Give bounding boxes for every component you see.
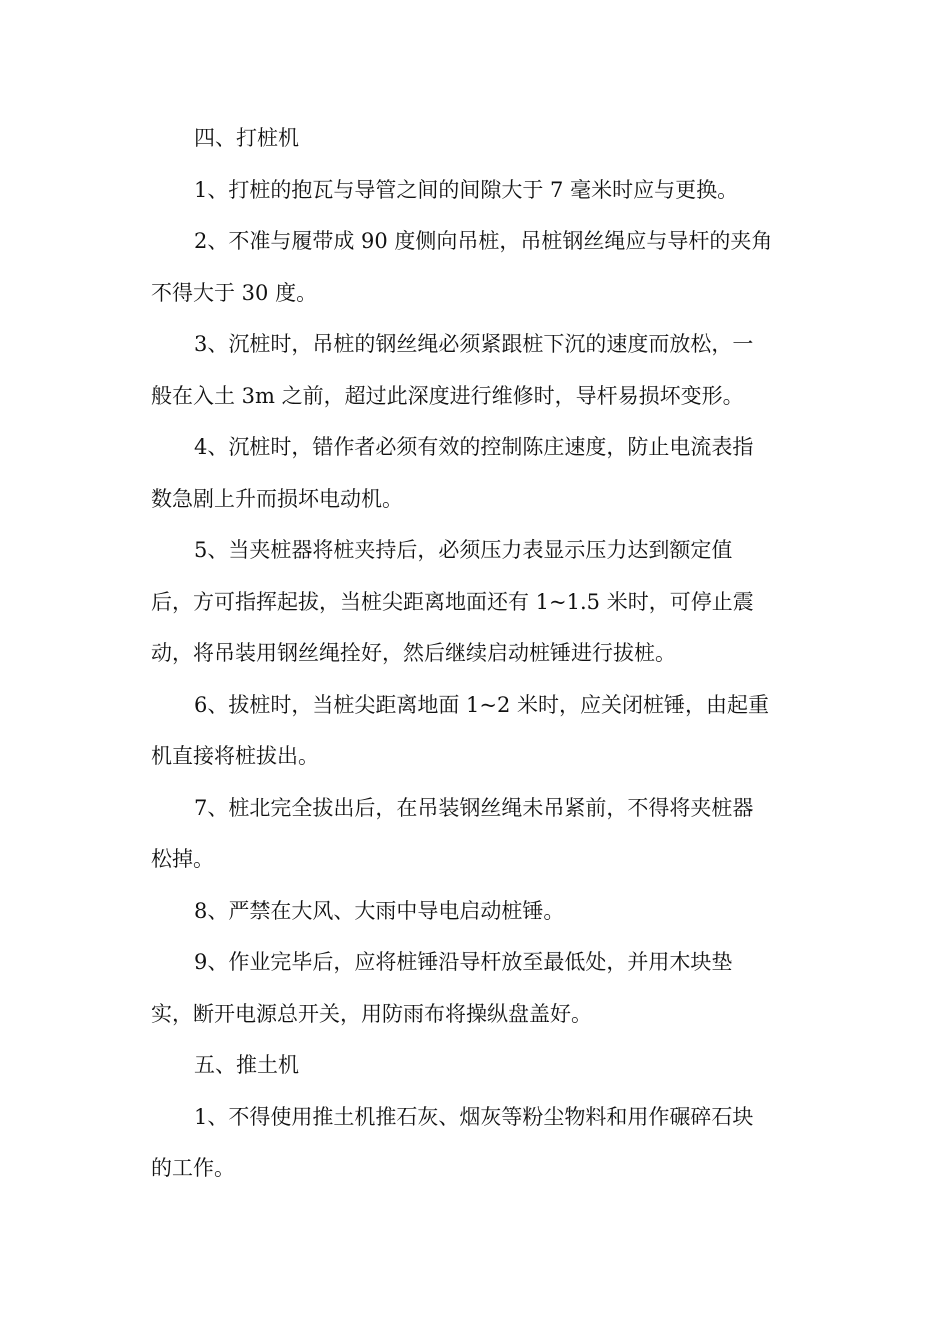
section-heading: 五、推土机 bbox=[194, 1053, 299, 1077]
paragraph-line: 4、沉桩时，错作者必须有效的控制陈庄速度，防止电流表指 bbox=[194, 435, 754, 459]
paragraph-line: 3、沉桩时，吊桩的钢丝绳必须紧跟桩下沉的速度而放松，一 bbox=[194, 332, 754, 356]
paragraph-line: 的工作。 bbox=[151, 1156, 235, 1180]
paragraph-line: 松掉。 bbox=[151, 847, 214, 871]
paragraph-line: 2、不准与履带成 90 度侧向吊桩，吊桩钢丝绳应与导杆的夹角 bbox=[194, 229, 773, 253]
paragraph-line: 5、当夹桩器将桩夹持后，必须压力表显示压力达到额定值 bbox=[194, 538, 733, 562]
paragraph-line: 动，将吊装用钢丝绳拴好，然后继续启动桩锤进行拔桩。 bbox=[151, 641, 676, 665]
paragraph-line: 6、拔桩时，当桩尖距离地面 1~2 米时，应关闭桩锤，由起重 bbox=[194, 692, 770, 717]
paragraph-line: 不得大于 30 度。 bbox=[151, 280, 318, 305]
paragraph-line: 实，断开电源总开关，用防雨布将操纵盘盖好。 bbox=[151, 1001, 592, 1026]
paragraph-line: 7、桩北完全拔出后，在吊装钢丝绳未吊紧前，不得将夹桩器 bbox=[194, 795, 754, 820]
paragraph-line: 机直接将桩拔出。 bbox=[151, 744, 319, 768]
section-heading: 四、打桩机 bbox=[194, 126, 299, 150]
document-body bbox=[151, 113, 796, 1195]
paragraph-line: 8、严禁在大风、大雨中导电启动桩锤。 bbox=[194, 898, 565, 923]
paragraph-line: 般在入土 3m 之前，超过此深度进行维修时，导杆易损坏变形。 bbox=[151, 383, 744, 408]
paragraph-line: 1、不得使用推土机推石灰、烟灰等粉尘物料和用作碾碎石块 bbox=[194, 1104, 754, 1129]
paragraph-line: 数急剧上升而损坏电动机。 bbox=[151, 486, 403, 511]
paragraph-line: 1、打桩的抱瓦与导管之间的间隙大于 7 毫米时应与更换。 bbox=[194, 177, 739, 202]
paragraph-line: 后，方可指挥起拔，当桩尖距离地面还有 1~1.5 米时，可停止震 bbox=[151, 589, 754, 614]
paragraph-line: 9、作业完毕后，应将桩锤沿导杆放至最低处，并用木块垫 bbox=[194, 950, 733, 974]
